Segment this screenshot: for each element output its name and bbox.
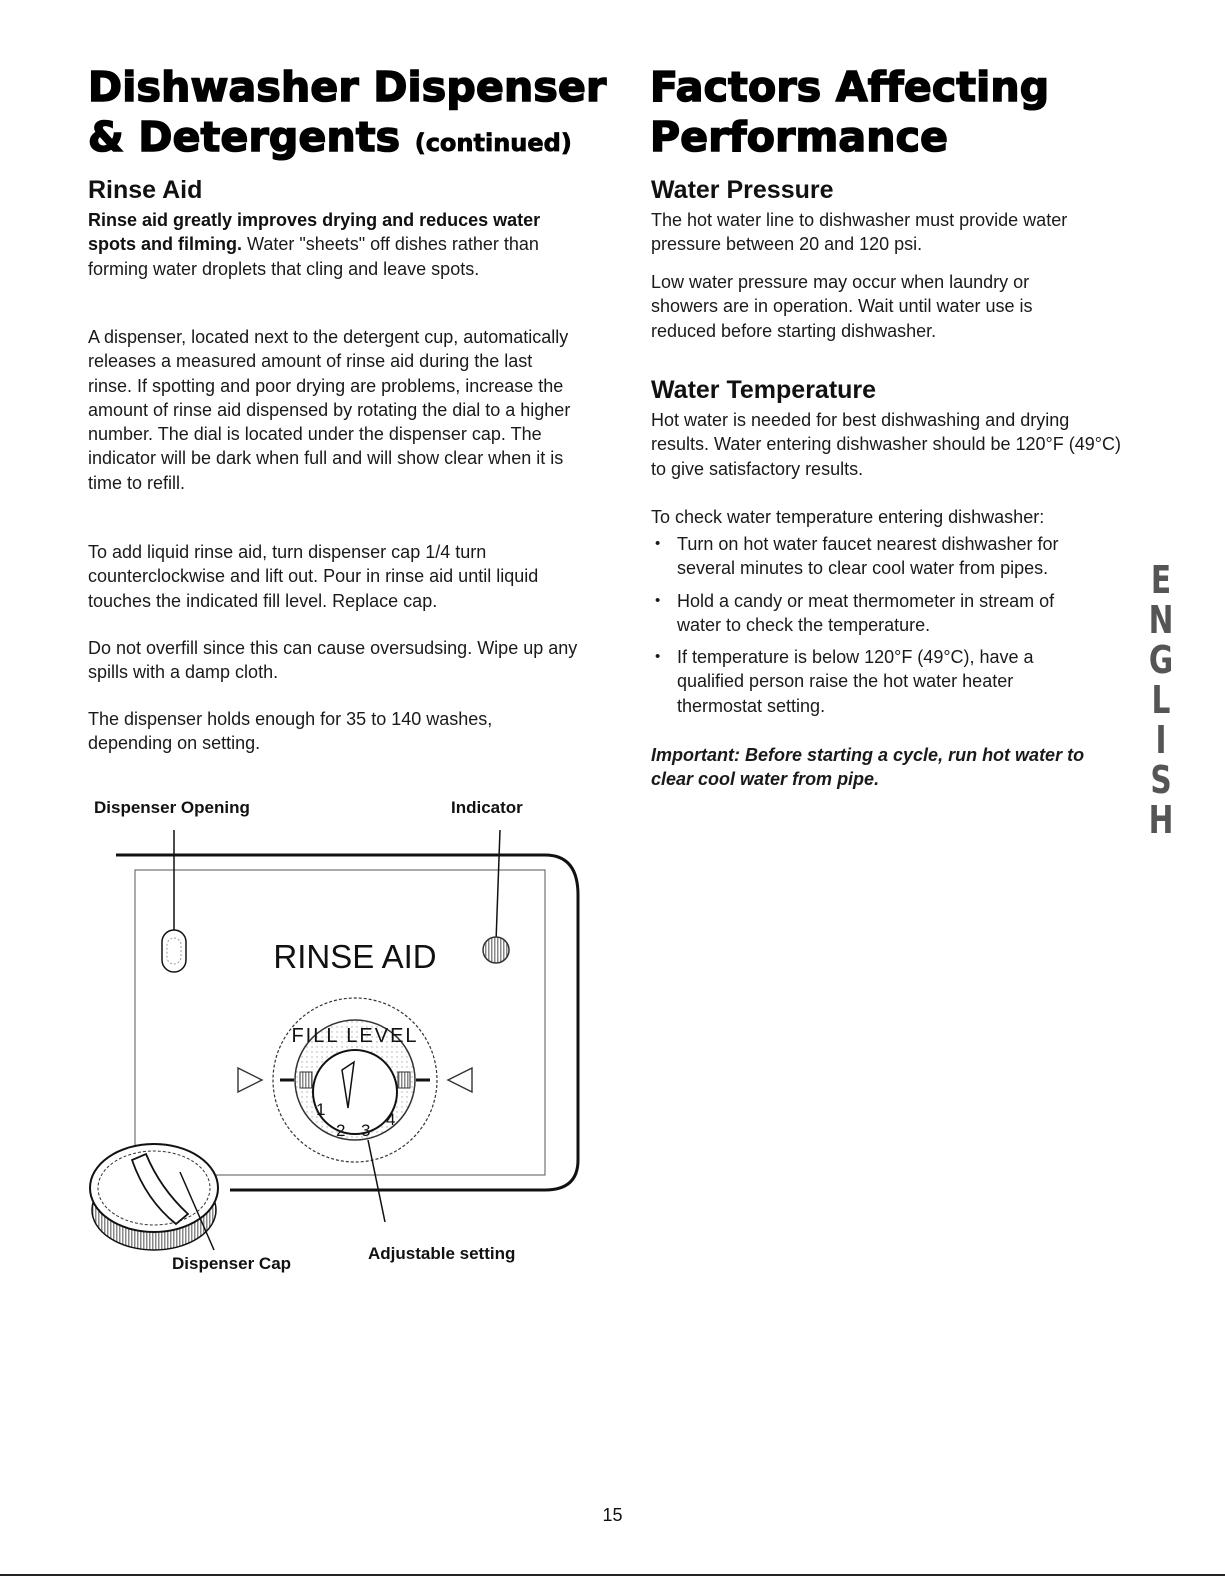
rinse-aid-paragraph-2: A dispenser, located next to the detergent cup, automatically releases a measured amount of rinse aid during the last rinse. If spotting and poor drying are problems, increase the amount of rinse aid dispensed by rotating the dial to a higher number. The dial is located under the dispenser cap. The indicator will be dark when full and will show clear when it is time to refill.	[88, 327, 571, 493]
water-temperature-bullets	[651, 532, 1101, 726]
label-adjustable-setting: Adjustable setting	[368, 1244, 516, 1263]
water-temperature-heading: Water Temperature	[651, 376, 877, 404]
dial-number-3: 3	[361, 1121, 371, 1140]
water-pressure-paragraph-2: Low water pressure may occur when laundry or showers are in operation. Wait until water use is reduced before starting dishwasher.	[651, 272, 1033, 341]
bullet-item: • Turn on hot water faucet nearest dishwasher for several minutes to clear cool water from pipes.	[651, 532, 1101, 581]
bullet-item: • Hold a candy or meat thermometer in stream of water to check the temperature.	[651, 589, 1101, 638]
dial-center	[313, 1050, 397, 1134]
water-temperature-paragraph-2: To check water temperature entering dishwasher:	[651, 507, 1045, 527]
right-title-line2: Performance	[650, 113, 949, 161]
bottom-rule	[0, 1574, 1225, 1576]
side-tab-letter: E	[1150, 558, 1172, 602]
water-temperature-paragraph-1: Hot water is needed for best dishwashing and drying results. Water entering dishwasher should be 120°F (49°C) to give satisfactory results.	[651, 410, 1121, 479]
left-title	[88, 62, 606, 168]
left-title-line1: Dishwasher Dispenser	[88, 63, 607, 111]
indicator-dot	[483, 937, 509, 963]
fill-arrow-left	[238, 1068, 262, 1092]
rinse-aid-p1-rest: Water "sheets" off dishes rather than forming water droplets that cling and leave spots.	[88, 234, 539, 279]
rinse-aid-heading: Rinse Aid	[88, 176, 203, 204]
dispenser-cap	[90, 1144, 218, 1250]
label-dispenser-cap: Dispenser Cap	[172, 1254, 292, 1273]
rinse-aid-paragraph-4: Do not overfill since this can cause oversudsing. Wipe up any spills with a damp cloth.	[88, 638, 578, 683]
right-title	[650, 62, 1049, 162]
side-tab-letter: N	[1148, 598, 1174, 642]
rinse-aid-dispenser-diagram	[80, 830, 600, 1280]
side-tab-letter: I	[1155, 718, 1167, 762]
dial-number-1: 1	[316, 1100, 326, 1119]
dispenser-opening-slot	[162, 930, 186, 972]
fill-arrow-right	[448, 1068, 472, 1092]
water-pressure-heading: Water Pressure	[651, 176, 834, 204]
fill-marker-right	[398, 1072, 410, 1088]
dial-fill-level-text: FILL LEVEL	[291, 1025, 419, 1047]
bullet-item: • If temperature is below 120°F (49°C), have a qualified person raise the hot water heater thermostat setting.	[651, 645, 1101, 718]
dial-number-2: 2	[336, 1121, 346, 1140]
indicator-leader-line	[496, 830, 500, 942]
label-dispenser-opening: Dispenser Opening	[94, 798, 250, 817]
rinse-aid-p1-bold: Rinse aid greatly improves drying and reduces water spots and filming.	[88, 210, 541, 255]
side-tab-letter: H	[1148, 798, 1174, 842]
rinse-aid-paragraph-1	[88, 208, 578, 281]
fill-marker-left	[300, 1072, 312, 1088]
page-number: 15	[602, 1505, 623, 1525]
adjustable-leader-line	[368, 1140, 385, 1222]
rinse-aid-paragraph-5: The dispenser holds enough for 35 to 140 washes, depending on setting.	[88, 709, 493, 754]
water-pressure-paragraph-1: The hot water line to dishwasher must provide water pressure between 20 and 120 psi.	[651, 210, 1068, 255]
dial-number-4: 4	[386, 1110, 396, 1129]
side-tab-letter: S	[1150, 758, 1172, 802]
important-note: Important: Before starting a cycle, run hot water to clear cool water from pipe.	[651, 745, 1085, 790]
side-tab-letter: G	[1148, 638, 1174, 682]
rinse-aid-paragraph-3: To add liquid rinse aid, turn dispenser cap 1/4 turn counterclockwise and lift out. Pour in rinse aid until liquid touches the indicated fill level. Replace cap.	[88, 542, 539, 611]
panel-rinse-aid-text: RINSE AID	[273, 938, 437, 975]
left-title-line2: & Detergents	[88, 113, 401, 161]
right-title-line1: Factors Affecting	[650, 63, 1050, 111]
left-title-suffix: (continued)	[414, 129, 572, 157]
side-tab-letter: L	[1151, 678, 1171, 722]
label-indicator: Indicator	[451, 798, 523, 817]
language-side-tab	[1130, 558, 1192, 842]
